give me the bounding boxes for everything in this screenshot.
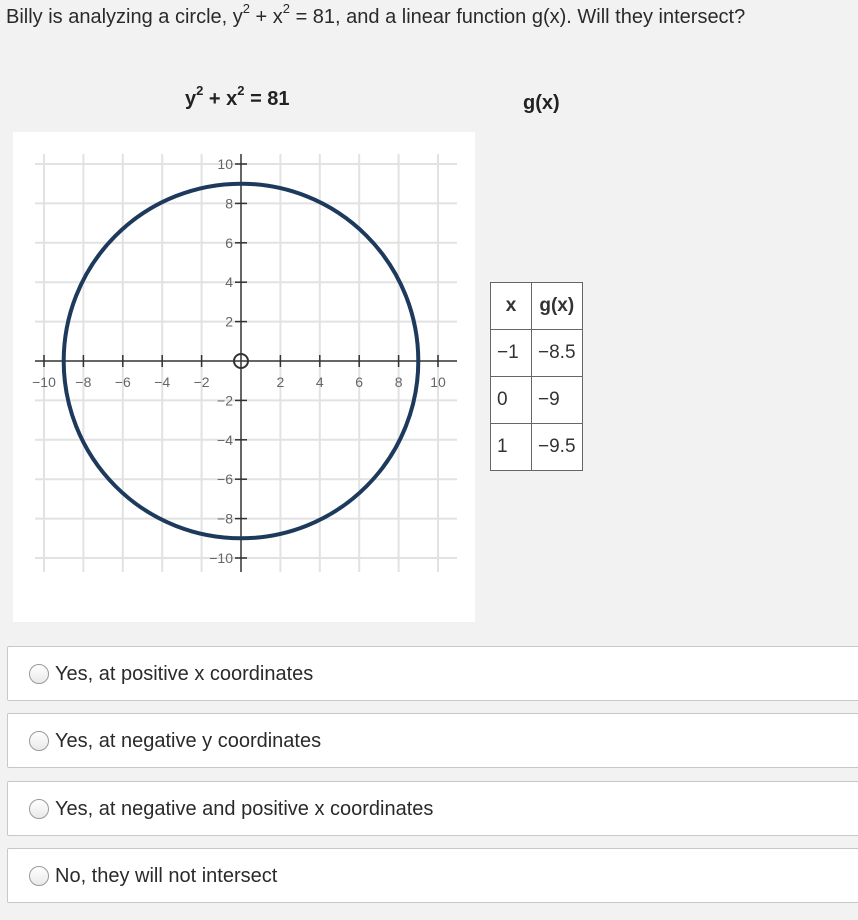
y-tick-label: −10 [209, 550, 233, 566]
x-tick-label: 4 [315, 374, 324, 390]
y-tick-label: −6 [217, 471, 233, 488]
x-tick-label: −10 [32, 374, 56, 390]
table-header-row [491, 283, 583, 330]
y-tick-label: 4 [225, 274, 233, 291]
table-row [491, 377, 583, 424]
question-text: Billy is analyzing a circle, $y^2 + x^2 = 81$, and a linear function g(x). Will they intersect? [6, 1, 746, 28]
answer-label: Yes, at positive x coordinates [55, 663, 314, 685]
radio-button[interactable] [29, 664, 49, 684]
y-tick-label: −4 [217, 431, 233, 448]
graph-canvas [13, 132, 475, 622]
y-tick-label: 2 [225, 313, 233, 330]
cell-x: −1 [491, 330, 532, 377]
cell-x: 1 [491, 424, 532, 471]
cell-gx: −9.5 [532, 424, 583, 471]
x-tick-label: 6 [355, 374, 364, 390]
radio-button[interactable] [29, 866, 49, 886]
answer-label: Yes, at negative y coordinates [55, 730, 322, 752]
y-tick-label: 6 [225, 234, 233, 251]
answer-option-1[interactable] [7, 646, 858, 701]
gx-values-table [490, 282, 583, 471]
cell-x: 0 [491, 377, 532, 424]
x-tick-label: −6 [114, 374, 131, 390]
x-tick-label: 10 [430, 374, 446, 390]
answer-option-3[interactable] [7, 781, 858, 836]
table-row [491, 330, 583, 377]
graph-title: $y^2 + x^2 = 81$ [185, 83, 290, 110]
x-tick-label: −2 [193, 374, 210, 390]
answer-label: No, they will not intersect [55, 865, 278, 887]
x-tick-label: −8 [75, 374, 92, 390]
circle-graph [13, 132, 475, 622]
y-tick-label: 10 [217, 156, 233, 172]
y-tick-label: −2 [217, 392, 233, 409]
answer-option-2[interactable] [7, 713, 858, 768]
answer-label: Yes, at negative and positive x coordinates [55, 798, 434, 820]
answer-option-4[interactable] [7, 848, 858, 903]
x-tick-label: −4 [154, 374, 171, 390]
x-tick-label: 8 [394, 374, 403, 390]
cell-gx: −9 [532, 377, 583, 424]
y-tick-label: 8 [225, 195, 233, 212]
header-gx: g(x) [532, 283, 583, 330]
x-tick-label: 2 [276, 374, 285, 390]
cell-gx: −8.5 [532, 330, 583, 377]
table-title: g(x) [523, 92, 560, 114]
radio-button[interactable] [29, 731, 49, 751]
radio-button[interactable] [29, 799, 49, 819]
header-x: x [491, 283, 532, 330]
y-tick-label: −8 [217, 510, 233, 527]
table-row [491, 424, 583, 471]
